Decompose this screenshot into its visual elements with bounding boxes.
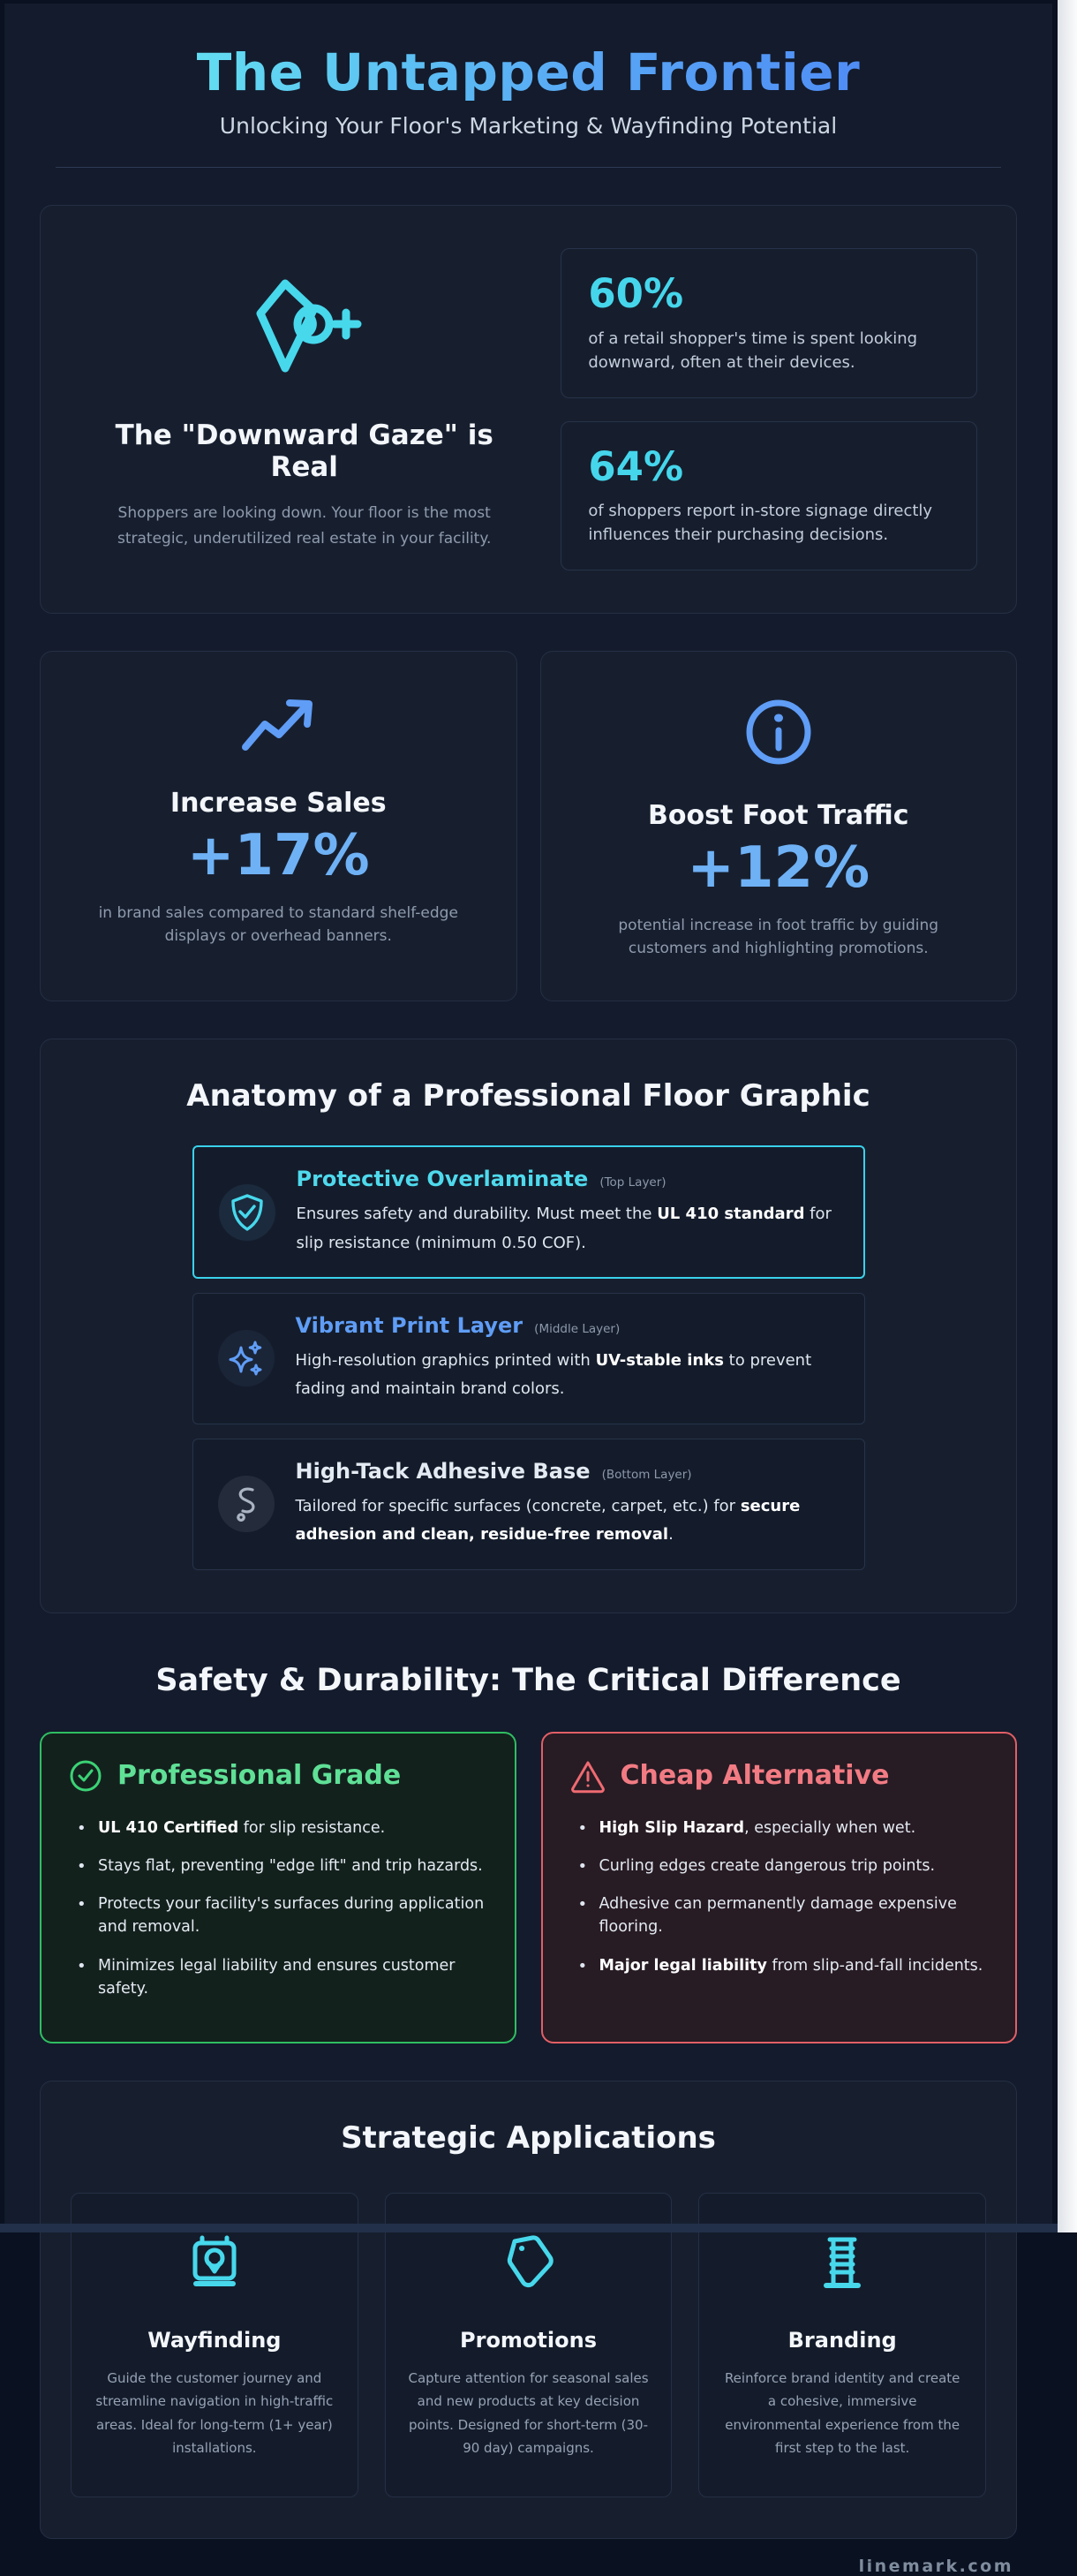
layer-adhesive-base [192,1439,865,1570]
wayfinding-sign-icon [181,2229,248,2296]
app-desc: Reinforce brand identity and create a cohesive, immersive environmental experience from the first step to the last. [724,2370,960,2456]
page-bottom-strip [0,2224,1058,2232]
anatomy-title: Anatomy of a Professional Floor Graphic [186,1078,870,1114]
layer-desc: Tailored for specific surfaces (concrete, carpet, etc.) for secure adhesion and clean, residue-free removal. [295,1496,801,1545]
benefit-desc: potential increase in foot traffic by guiding customers and highlighting promotions. [618,916,939,957]
gaze-stats [561,248,977,570]
infographic-root [4,4,1052,2576]
page-subtitle: Unlocking Your Floor's Marketing & Wayfinding Potential [219,113,838,139]
card-title: Professional Grade [117,1760,402,1792]
card-title: Cheap Alternative [620,1760,890,1792]
stat-desc: of shoppers report in-store signage directly influences their purchasing decisions. [588,502,933,544]
header [40,30,1017,168]
safety-section-title: Safety & Durability: The Critical Difference [155,1662,901,1698]
downward-gaze-desc: Shoppers are looking down. Your floor is the most strategic, underutilized real estate in your facility. [117,504,492,548]
benefit-value: +12% [687,835,870,901]
downward-gaze-icon [246,273,363,381]
app-card-wayfinding [71,2193,358,2497]
applications-section [40,2081,1017,2539]
alert-triangle-icon [569,1758,606,1794]
downward-gaze-card [40,205,1017,614]
brand-watermark: linemark.com [858,2557,1013,2576]
page-title: The Untapped Frontier [196,42,861,102]
layer-name: Protective Overlaminate [296,1167,589,1192]
layer-tag: (Middle Layer) [534,1322,621,1337]
layer-icon-wrap [218,1330,275,1386]
app-desc: Capture attention for seasonal sales and new products at key decision points. Designed for short-term (30-90 day) campaigns. [408,2370,649,2456]
check-circle-icon [68,1758,103,1794]
layer-vibrant-print [192,1293,865,1424]
app-title: Branding [787,2328,897,2353]
pro-bullet-list [68,1817,488,2001]
brand-column-icon [809,2229,876,2296]
adhesive-peel-icon [228,1484,265,1523]
layer-name: Vibrant Print Layer [295,1313,523,1339]
bullet-item: • UL 410 Certified for slip resistance. [73,1817,488,1839]
bullet-item: • Minimizes legal liability and ensures customer safety. [73,1954,488,2001]
app-title: Promotions [460,2328,597,2353]
benefit-title: Increase Sales [169,788,387,819]
anatomy-layers [192,1145,865,1569]
app-card-branding [698,2193,986,2497]
layer-body [297,1167,839,1258]
layer-name: High-Tack Adhesive Base [295,1458,591,1484]
cheap-alternative-card [541,1732,1018,2044]
layer-desc: Ensures safety and durability. Must meet the UL 410 standard for slip resistance (minimum 0.50 COF). [296,1205,832,1252]
applications-title: Strategic Applications [341,2120,716,2157]
price-tag-icon [495,2229,562,2296]
benefit-title: Boost Foot Traffic [648,800,909,831]
app-desc: Guide the customer journey and streamline navigation in high-traffic areas. Ideal for long-term (1+ year) installations. [95,2370,334,2456]
applications-row [71,2193,986,2497]
benefit-desc: in brand sales compared to standard shelf-edge displays or overhead banners. [98,903,458,945]
scrollbar[interactable] [1058,0,1077,2232]
benefit-card-increase-sales [40,651,517,1001]
shield-check-icon [229,1193,266,1232]
layer-icon-wrap [218,1476,275,1532]
layer-protective-overlaminate [192,1145,865,1279]
downward-gaze-title: The "Downward Gaze" is Real [115,419,493,484]
bullet-item: • Adhesive can permanently damage expensive flooring. [575,1892,990,1939]
stat-box-signage-influence [561,421,977,571]
layer-body [296,1459,840,1550]
sparkles-icon [228,1339,265,1378]
benefit-card-boost-foot-traffic [540,651,1018,1001]
bullet-item: • Major legal liability from slip-and-fall incidents. [575,1954,990,1977]
layer-icon-wrap [219,1184,275,1241]
bullet-item: • High Slip Hazard, especially when wet. [575,1817,990,1839]
anatomy-section [40,1039,1017,1613]
cheap-bullet-list [569,1817,990,1977]
professional-grade-card [40,1732,516,2044]
stat-box-time-looking-down [561,248,977,398]
layer-body [296,1313,840,1404]
stat-value: 60% [588,270,684,317]
card-header [68,1758,488,1794]
app-card-promotions [385,2193,673,2497]
bullet-item: • Curling edges create dangerous trip points. [575,1855,990,1877]
layer-desc: High-resolution graphics printed with UV-stable inks to prevent fading and maintain brand colors. [295,1351,812,1399]
trending-up-icon [240,698,316,754]
benefits-row [40,651,1017,1001]
layer-tag: (Bottom Layer) [601,1467,692,1482]
bullet-item: • Protects your facility's surfaces during application and removal. [73,1892,488,1939]
card-header [569,1758,990,1794]
comparison-row [40,1732,1017,2044]
downward-gaze-intro [79,268,529,550]
layer-tag: (Top Layer) [599,1175,667,1190]
stat-value: 64% [588,442,684,490]
info-icon [744,698,813,767]
bullet-item: • Stays flat, preventing "edge lift" and trip hazards. [73,1855,488,1877]
stat-desc: of a retail shopper's time is spent looking downward, often at their devices. [588,329,918,372]
benefit-value: +17% [186,823,370,888]
app-title: Wayfinding [147,2328,282,2353]
header-divider [56,167,1001,168]
